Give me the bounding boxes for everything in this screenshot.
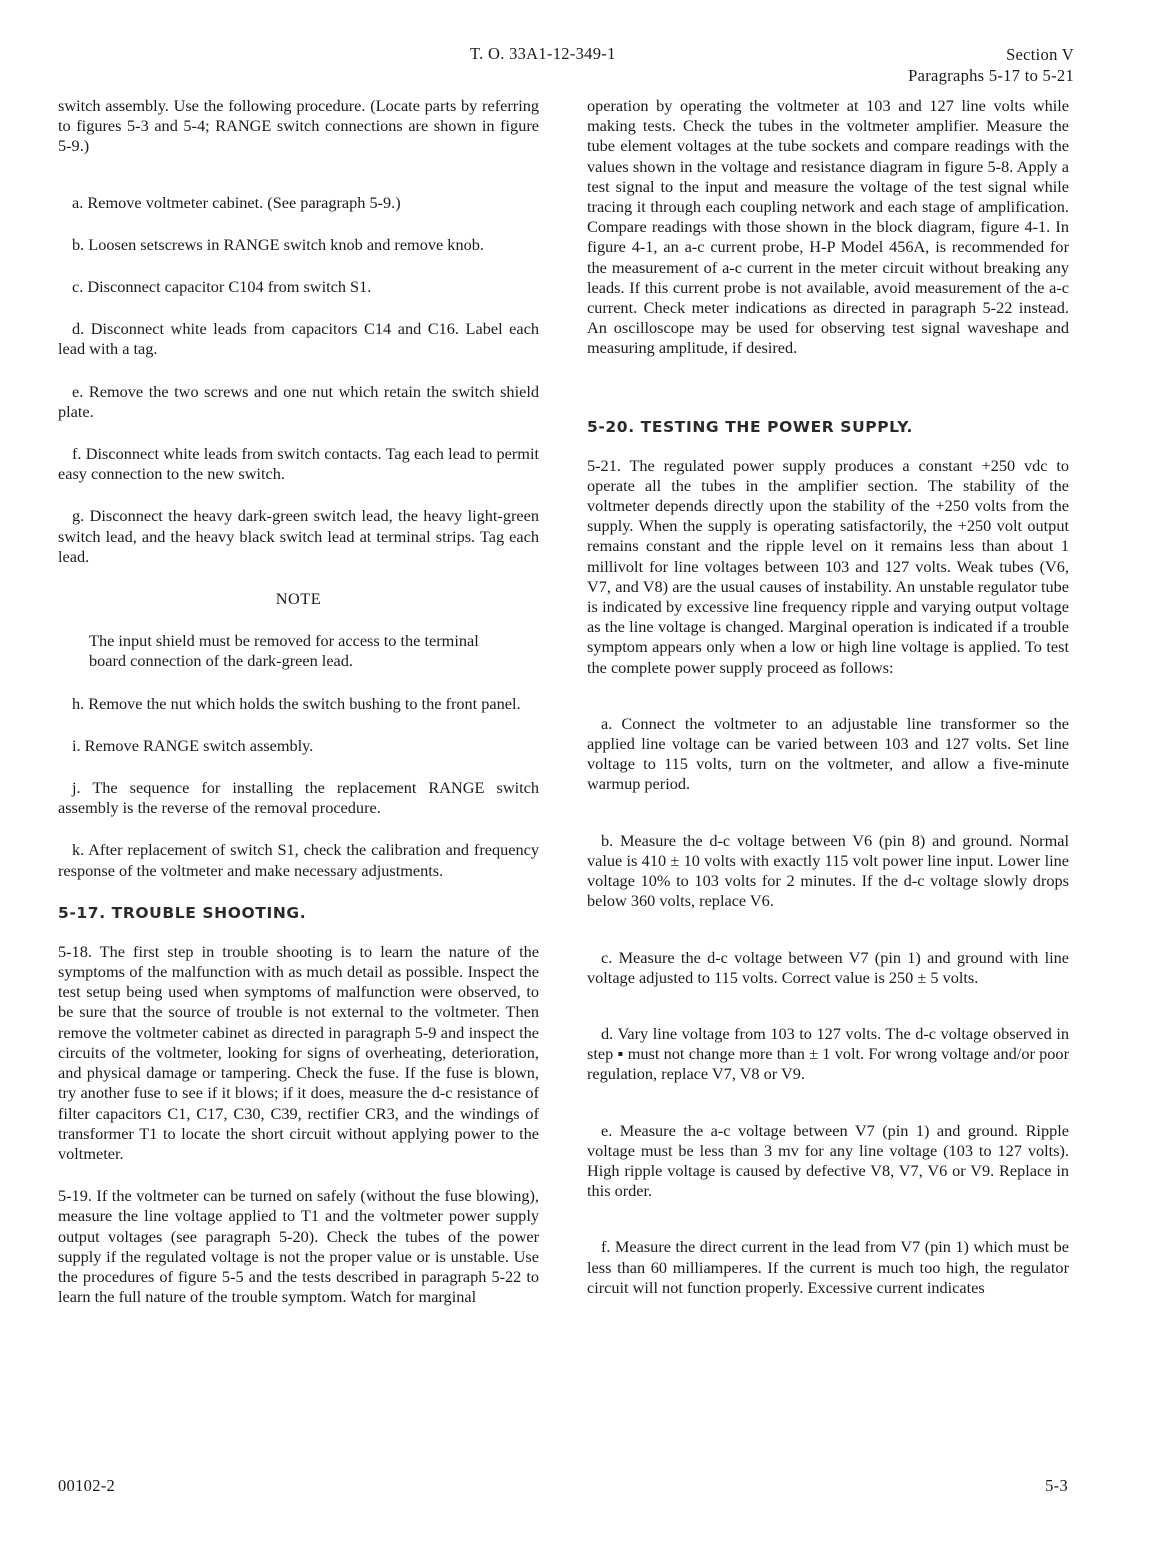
step-j: j. The sequence for installing the replacement RANGE switch assembly is the reverse of the removal procedure. [58,778,539,818]
right-column [587,96,1069,1298]
step-e: e. Remove the two screws and one nut which retain the switch shield plate. [58,381,539,421]
page-number: 5-3 [1045,1476,1068,1495]
power-step-a: a. Connect the voltmeter to an adjustable line transformer so the applied line voltage can be varied between 103 and 127 volts. Set line voltage to 115 volts, turn on the voltmeter, and allow a five-minute warmup period. [587,713,1069,794]
note-title: NOTE [275,589,322,609]
paragraph-range: Paragraphs 5-17 to 5-21 [908,66,1074,85]
step-i: i. Remove RANGE switch assembly. [72,735,314,755]
section-header [908,44,1074,86]
power-step-d: d. Vary line voltage from 103 to 127 volts. The d-c voltage observed in step ▪ must not change more than ± 1 volt. For wrong voltage and/or poor regulation, replace V7, V8 or V9. [587,1023,1069,1084]
step-g: g. Disconnect the heavy dark-green switch lead, the heavy light-green switch lead, and the heavy black switch lead at terminal strips. Tag each lead. [58,506,539,566]
power-step-c: c. Measure the d-c voltage between V7 (pin 1) and ground with line voltage adjusted to 115 volts. Correct value is 250 ± 5 volts. [587,947,1069,987]
paragraph-5-18: 5-18. The first step in trouble shooting is to learn the nature of the symptoms of the malfunction with as much detail as possible. Inspect the test setup being used when symptoms of malfunction were observed, to be sure that the source of trouble is not external to the voltmeter. Then remove the voltmeter cabinet as directed in paragraph 5-9 and inspect the circuits of the voltmeter, looking for signs of overheating, deterioration, and physical damage or tampering. Check the fuse. If the fuse is blown, try another fuse to see if it blows; if it does, measure the d-c resistance of filter capacitors C1, C17, C30, C39, rectifier CR3, and the windings of transformer T1 to locate the short circuit without applying power to the voltmeter. [58,941,539,1163]
heading-testing-power-supply: 5-20. TESTING THE POWER SUPPLY. [587,417,913,436]
step-b: b. Loosen setscrews in RANGE switch knob and remove knob. [72,234,484,254]
intro-paragraph: switch assembly. Use the following procedure. (Locate parts by referring to figures 5-3 and 5-4; RANGE switch connections are shown in figure 5-9.) [58,96,539,156]
step-f: f. Disconnect white leads from switch contacts. Tag each lead to permit easy connection to the new switch. [58,444,539,484]
step-h: h. Remove the nut which holds the switch bushing to the front panel. [72,693,521,713]
document-number: T. O. 33A1-12-349-1 [470,44,616,63]
step-a: a. Remove voltmeter cabinet. (See paragraph 5-9.) [72,192,401,212]
step-c: c. Disconnect capacitor C104 from switch S1. [72,277,372,297]
power-step-b: b. Measure the d-c voltage between V6 (pin 8) and ground. Normal value is 410 ± 10 volts with exactly 115 volt power line input. Lower line voltage 10% to 103 volts for 2 minutes. If the d-c voltage slowly drops below 360 volts, replace V6. [587,830,1069,911]
section-label: Section V [1006,45,1074,64]
note-body: The input shield must be removed for access to the terminal board connection of the dark-green lead. [89,631,479,671]
step-d: d. Disconnect white leads from capacitors C14 and C16. Label each lead with a tag. [58,319,539,359]
paragraph-5-21: 5-21. The regulated power supply produces a constant +250 vdc to operate all the tubes in the amplifier section. The stability of the voltmeter depends directly upon the stability of the +250 volts from the supply. When the supply is operating satisfactorily, the +250 volt output remains constant and the ripple level on it remains less than about 1 millivolt for line voltages between 103 and 127 volts. Weak tubes (V6, V7, and V8) are the usual causes of instability. An unstable regulator tube is indicated by excessive line frequency ripple and varying output voltage as the line voltage is changed. Marginal operation is indicated if a trouble symptom appears only when a low or high line voltage is applied. To test the complete power supply proceed as follows: [587,455,1069,677]
paragraph-5-19: 5-19. If the voltmeter can be turned on safely (without the fuse blowing), measure the line voltage applied to T1 and the voltmeter power supply output voltages (see paragraph 5-20). Check the tubes of the power supply if the regulated voltage is not the proper value or is unstable. Use the procedures of figure 5-5 and the tests described in paragraph 5-22 to learn the full nature of the trouble symptom. Watch for marginal [58,1186,539,1307]
left-column [58,96,539,1307]
step-k: k. After replacement of switch S1, check the calibration and frequency response of the voltmeter and make necessary adjustments. [58,840,539,880]
power-step-e: e. Measure the a-c voltage between V7 (pin 1) and ground. Ripple voltage must be less than 3 mv for any line voltage (103 to 127 volts). High ripple voltage is caused by defective V8, V7, V6 or V9. Replace in this order. [587,1120,1069,1201]
power-step-f: f. Measure the direct current in the lead from V7 (pin 1) which must be less than 60 milliamperes. If the current is much too high, the regulator circuit will not function properly. Excessive current indicates [587,1237,1069,1297]
heading-trouble-shooting: 5-17. TROUBLE SHOOTING. [58,903,307,922]
paragraph-5-19-continued: operation by operating the voltmeter at 103 and 127 line volts while making tests. Check the tubes in the voltmeter amplifier. Measure the tube element voltages at the tube sockets and compare readings with the values shown in the voltage and resistance diagram in figure 5-8. Apply a test signal to the input and measure the voltage of the test signal while tracing it through each coupling network and each stage of amplification. Compare readings with those shown in the block diagram, figure 4-1. In figure 4-1, an a-c current probe, H-P Model 456A, is recommended for the measurement of a-c current in the meter circuit without breaking any leads. If this current probe is not available, avoid measurement of the a-c current. Check meter indications as directed in paragraph 5-22 instead. An oscilloscope may be used for observing test signal waveshape and measuring amplitude, if desired. [587,96,1069,358]
footer-doc-code: 00102-2 [58,1476,116,1495]
